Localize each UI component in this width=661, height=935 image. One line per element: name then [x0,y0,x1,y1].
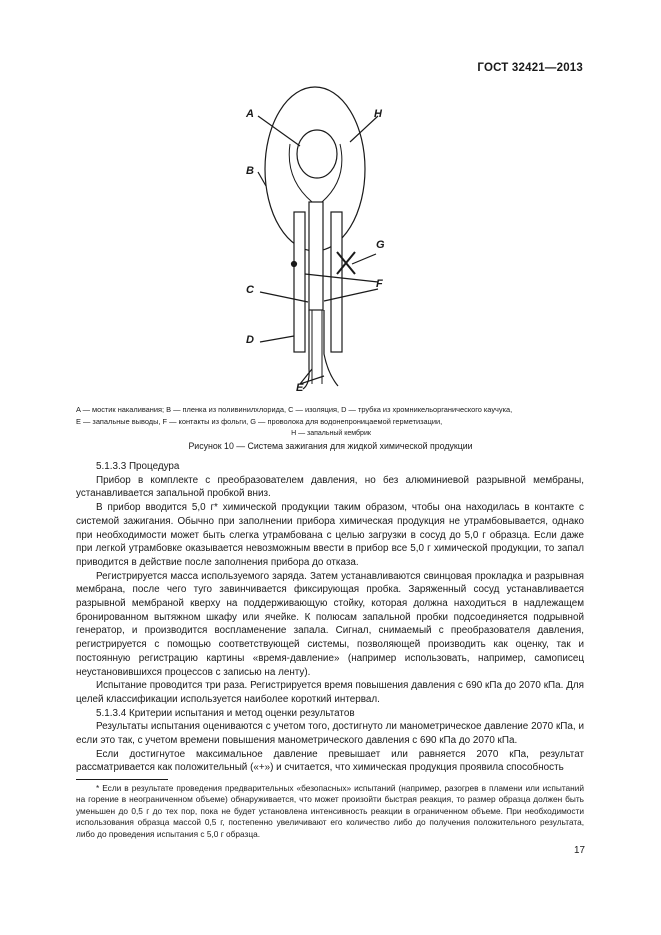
ignition-system-figure [200,84,440,404]
label-c: C [246,284,254,296]
section-heading-criteria: 5.1.3.4 Критерии испытания и метод оценки результатов [96,707,355,719]
paragraph-test-repeats: Испытание проводится три раза. Регистрируется время повышения давления с 690 кПа до 2070 кПа. Для целей классификации используется наиболее короткий интервал. [76,680,584,705]
page-number: 17 [574,845,585,856]
paragraph-device-setup: Прибор в комплекте с преобразователем давления, но без алюминиевой разрывной мембраны, устанавливается запальной пробкой вниз. [76,474,584,500]
leader-d [260,336,294,342]
label-d: D [246,334,254,346]
label-a: A [246,108,254,120]
leader-g [352,254,376,264]
left-tube [294,212,305,352]
leader-a [258,116,300,146]
body-text [76,460,584,775]
section-heading-procedure: 5.1.3.3 Процедура [96,461,180,472]
figure-legend-line-2: E — запальные выводы, F — контакты из фольги, G — проволока для водонепроницаемой герметизации, [76,417,443,426]
paragraph-sample-loading: В прибор вводится 5,0 г* химической продукции таким образом, чтобы она находилась в контакте с системой зажигания. Обычно при заполнении прибора химическая продукция не утрамбовывается, однако при необходимости может быть слегка утрамбована с целью загрузки в сосуд до 5,0 г образца. Если даже при легкой утрамбовке оказывается невозможным ввести в прибор все 5,0 г химической продукции, то запал приводится в действие после заполнения прибора до отказа. [76,502,584,568]
footnote-separator [76,779,168,780]
label-h: H [374,108,382,120]
footnote [76,783,584,840]
seal-dot [292,262,297,267]
footnote-text: * Если в результате проведения предварительных «безопасных» испытаний (например, разогрев в пламени или испытаний на горение в неограниченном объеме) обнаруживается, что может произойти быстрая реакция, то размер образца должен быть уменьшен до 0,5 г до тех пор, пока не будет установлена интенсивность реакции в ограниченном объеме. При необходимости использования образца массой 0,5 г, постепенно увеличивают его количество либо до получения положительного результата, либо до проведения испытания с 5,0 г образца. [76,783,584,839]
center-rod [309,202,323,310]
label-g: G [376,239,385,251]
paragraph-charge-registration: Регистрируется масса используемого заряда. Затем устанавливаются свинцовая прокладка и разрывная мембрана, после чего туго завинчивается фиксирующая пробка. Заряженный сосуд устанавливается разрывной мембраной кверху на поддерживающую стойку, которая должна находиться в надлежащем бронированном вытяжном шкафу или ячейке. К полюсам запальной пробки подсоединяется подрывной генератор, и производится воспламенение запала. Сигнал, снимаемый с преобразователя давления, регистрируется с помощью соответствующей системы, позволяющей производить как оценку, так и постоянную регистрацию картины «время-давление» (например использовать, например, самописец неустановившихся процессов с записью на ленту). [76,570,584,678]
figure-legend-line-3: H — запальный кембрик [291,430,371,437]
document-id: ГОСТ 32421—2013 [477,62,583,74]
label-f: F [376,278,383,290]
bridge-bulb [297,130,337,178]
ignition-diagram [200,84,440,404]
paragraph-evaluation: Результаты испытания оцениваются с учетом того, достигнуто ли манометрическое давление 2070 кПа, и если это так, с учетом времени повышения манометрического давления с 690 кПа до 2070 кПа. [76,721,584,747]
paragraph-positive-result: Если достигнутое максимальное давление превышает или равняется 2070 кПа, результат рассматривается как положительный («+») и считается, что химическая продукция проявила способность [76,748,584,774]
figure-legend-line-1: A — мостик накаливания; B — пленка из поливинилхлорида, C — изоляция, D — трубка из хромникельорганического каучука, [76,405,513,414]
label-b: B [246,165,254,177]
label-e: E [296,382,304,394]
right-tube [331,212,342,352]
figure-title: Рисунок 10 — Система зажигания для жидкой химической продукции [188,441,473,451]
